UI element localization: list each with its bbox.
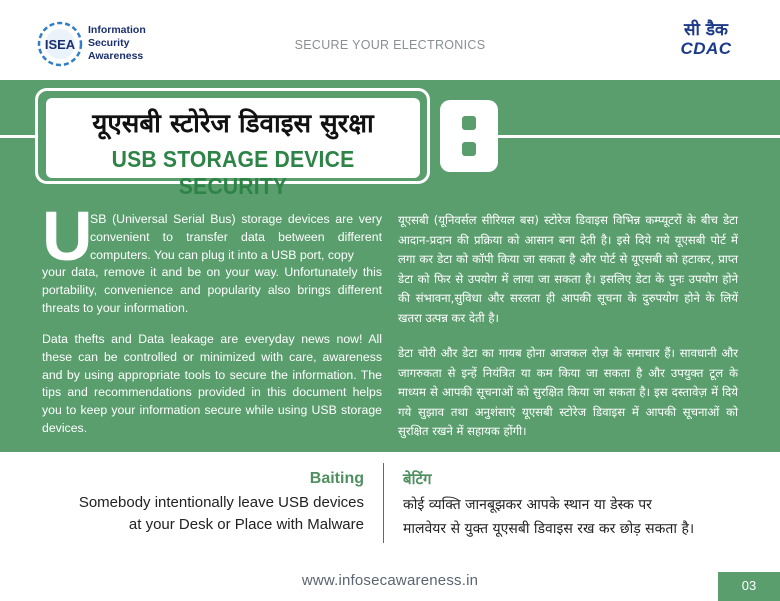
org-name-line3: Awareness: [88, 50, 144, 62]
baiting-divider: [383, 463, 384, 543]
cdac-logo: [670, 20, 742, 58]
decorative-rule-right: [498, 135, 780, 138]
baiting-text-hindi-line2: मालवेयर से युक्त यूएसबी डिवाइस रख कर छोड़ सकता है।: [403, 521, 695, 537]
english-paragraph-1-rest: your data, remove it and be on your way. Unfortunately this portability, convenience and popularity also brings different threats to your information.: [42, 265, 382, 315]
baiting-text-hindi-line1: कोई व्यक्ति जानबूझकर आपके स्थान या डेस्क पर: [403, 497, 652, 513]
cdac-logo-english: CDAC: [680, 39, 732, 58]
org-name-line1: Information: [88, 24, 146, 36]
english-paragraph-2: Data thefts and Data leakage are everyday news now! All these can be controlled or minimized with care, awareness and by using appropriate tools to secure the information. The tips and recommendations provided in this document helps you to keep your information secure while using USB storage devices.: [42, 332, 382, 435]
header-tagline: SECURE YOUR ELECTRONICS: [294, 38, 486, 52]
english-paragraph-1-start: SB (Universal Serial Bus) storage devices are very convenient to transfer data between different computers. You can plug it into a USB port, copy: [90, 212, 382, 262]
hindi-paragraph-2: डेटा चोरी और डेटा का गायब होना आजकल रोज़ के समाचार हैं। सावधानी और जागरुकता से इन्हें नियंत्रित या कम किया जा सकता है और उपयुक्त टूल के माध्यम से आपकी सूचनाओं को सुरक्षित किया जा सकता है। इस दस्तावेज़ में दिये गये सुझाव तथा अनुशंसाएं यूएसबी स्टोरेज डिवाइस में आपकी सूचनाओं को सुरक्षित रखने में सहायक होंगी।: [398, 346, 738, 438]
logo-letters: ISEA: [44, 37, 76, 52]
baiting-title-hindi: बेटिंग: [403, 470, 432, 488]
hindi-paragraph-1: यूएसबी (यूनिवर्सल सीरियल बस) स्टोरेज डिवाइस विभिन्न कम्प्यूटरों के बीच डेटा आदान-प्रदान की प्रक्रिया को आसान बना देती है। इसे दिये गये यूएसबी पोर्ट में लगा कर डेटा को कॉपी किया जा सकता है और पोर्ट से यूएसबी को हटाकर, प्राप्त डेटा को फिर से उपयोग में लाया जा सकता है। इसलिए डेटा के पुनः उपयोग होने की संभावना,सुविधा और सरलता ही आपकी सूचना के दुरुपयोग होने के लियें खतरा उत्पन्न कर देती है।: [398, 213, 738, 325]
cdac-logo-hindi: सी डैक: [684, 20, 728, 40]
page-number: 03: [741, 578, 757, 593]
baiting-text-english-line2: at your Desk or Place with Malware: [128, 516, 364, 533]
decorative-rule-left: [0, 135, 35, 138]
usb-connector-icon: [440, 100, 498, 172]
drop-cap: U: [42, 197, 93, 275]
page-header: [0, 0, 780, 80]
org-name-line2: Security: [88, 37, 130, 49]
page-title-english: USB STORAGE DEVICE SECURITY: [111, 146, 355, 199]
baiting-title-english: Baiting: [309, 470, 364, 487]
baiting-text-english-line1: Somebody intentionally leave USB devices: [78, 494, 364, 511]
usb-pin-top: [462, 116, 476, 130]
baiting-text-english: [4, 492, 364, 536]
baiting-text-hindi: [403, 493, 763, 541]
page-title-hindi: यूएसबी स्टोरेज डिवाइस सुरक्षा: [92, 109, 374, 139]
usb-pin-bottom: [462, 142, 476, 156]
footer-website-link[interactable]: www.infosecawareness.in: [301, 572, 479, 589]
